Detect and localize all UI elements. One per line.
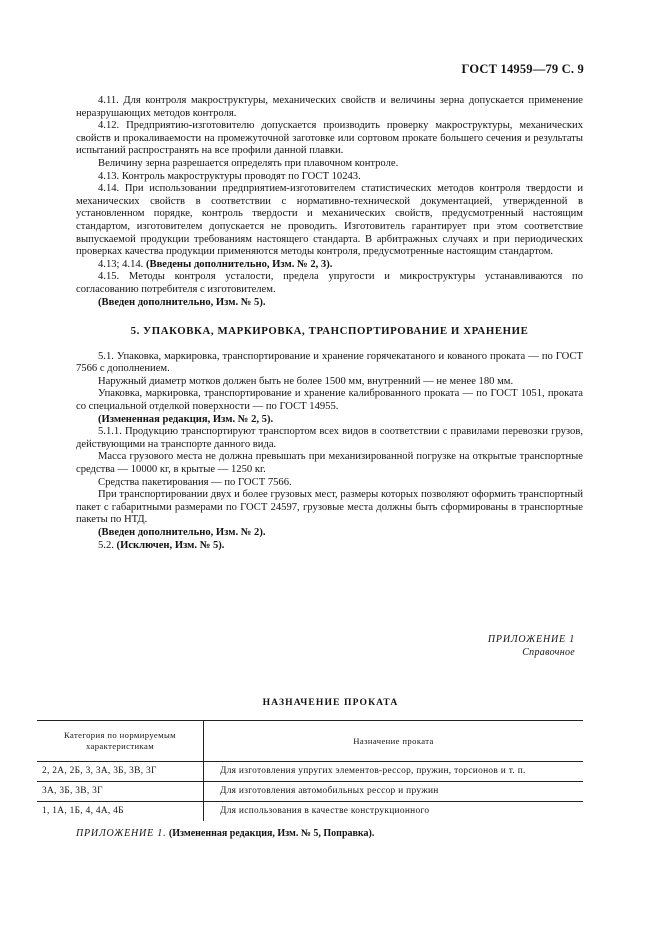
paragraph-4-13-4-14-note xyxy=(76,259,583,272)
paragraph-4-15: 4.15. Методы контроля усталости, предела упругости и микроструктуры устанавливаются по согласованию потребителя с изготовителем. xyxy=(76,271,583,295)
paragraph-coil-diameter: Наружный диаметр мотков должен быть не более 1500 мм, внутренний — не менее 180 мм. xyxy=(98,375,514,387)
table-cell-category: 3А, 3Б, 3В, 3Г xyxy=(37,782,204,802)
column-header-category: Категория по нормируемым характеристикам xyxy=(37,721,204,762)
section-5-title: 5. УПАКОВКА, МАРКИРОВКА, ТРАНСПОРТИРОВАНИЕ И ХРАНЕНИЕ xyxy=(130,325,529,338)
paragraph-4-13: 4.13. Контроль макроструктуры проводят по ГОСТ 10243. xyxy=(98,170,361,182)
purpose-table xyxy=(37,720,583,821)
paragraph-4-11: 4.11. Для контроля макроструктуры, механических свойств и величины зерна допускается применение неразрушающих методов контроля. xyxy=(76,95,583,119)
table-cell-purpose: Для изготовления упругих элементов-рессор, пружин, торсионов и т. п. xyxy=(204,762,584,782)
clause-ref: 5.2. xyxy=(98,539,114,551)
table-cell-category: 2, 2А, 2Б, 3, 3А, 3Б, 3В, 3Г xyxy=(37,762,204,782)
paragraph-packaging-means: Средства пакетирования — по ГОСТ 7566. xyxy=(98,476,292,488)
paragraph-4-14: 4.14. При использовании предприятием-изготовителем статистических методов контроля твердости и механических свойств в соответствии с нормативно-технической документацией, утвержденной в установленном порядке, контроль твердости и механических свойств, предусмотренный настоящим стандартом, изготовителем допускается не проводить. Изготовитель гарантирует при этом соответствие выпускаемой продукции требованиям настоящего стандарта. В арбитражных случаях и при периодических проверках качества продукции применяются методы контроля, предусмотренные настоящим стандартом. xyxy=(76,183,583,258)
column-header-purpose: Назначение проката xyxy=(204,721,584,762)
table-header-row xyxy=(37,721,583,762)
clause-ref: 4.13; 4.14. xyxy=(98,258,144,270)
appendix-label-block xyxy=(488,633,575,659)
amendment-note-5-1: (Измененная редакция, Изм. № 2, 5). xyxy=(98,413,274,425)
footnote-label: ПРИЛОЖЕНИЕ 1. xyxy=(76,828,167,839)
amendment-note-5-1-1: (Введен дополнительно, Изм. № 2). xyxy=(98,527,266,538)
main-content xyxy=(76,95,583,552)
paragraph-4-12: 4.12. Предприятию-изготовителю допускается производить проверку макроструктуры, механических свойств и прокаливаемости на промежуточной заготовке или сортовом прокате большего сечения и результаты испытаний распространять на все профили данной плавки. xyxy=(76,120,583,157)
paragraph-transport-packages: При транспортировании двух и более грузовых мест, размеры которых позволяют оформить транспортный пакет с габаритными размерами по ГОСТ 24597, грузовые места должны быть сформированы в транспортные пакеты по НТД. xyxy=(76,489,583,526)
paragraph-calibrated-packing: Упаковка, маркировка, транспортирование и хранение калиброванного проката — по ГОСТ 1051, проката со специальной отделкой поверхности — по ГОСТ 14955. xyxy=(76,388,583,413)
paragraph-5-1: 5.1. Упаковка, маркировка, транспортирование и хранение горячекатаного и кованого проката — по ГОСТ 7566 с дополнением. xyxy=(76,350,583,375)
paragraph-grain-size: Величину зерна разрешается определять при плавочном контроле. xyxy=(98,157,399,169)
table-cell-purpose: Для изготовления автомобильных рессор и пружин xyxy=(204,782,584,802)
amendment-note: (Введены дополнительно, Изм. № 2, 3). xyxy=(145,258,333,270)
table-row xyxy=(37,782,583,802)
footnote-note: (Измененная редакция, Изм. № 5, Поправка). xyxy=(168,828,375,839)
amendment-note-4-15: (Введен дополнительно, Изм. № 5). xyxy=(98,296,266,308)
table-cell-category: 1, 1А, 1Б, 4, 4А, 4Б xyxy=(37,802,204,822)
page-header: ГОСТ 14959—79 С. 9 xyxy=(461,62,584,76)
appendix-footnote xyxy=(76,828,374,839)
paragraph-5-2 xyxy=(76,540,583,553)
paragraph-5-1-1: 5.1.1. Продукцию транспортируют транспортом всех видов в соответствии с правилами перевозки грузов, действующими на транспорте данного вида. xyxy=(76,426,583,450)
paragraph-cargo-mass: Масса грузового места не должна превышать при механизированной погрузке на открытые транспортные средства — 10000 кг, в крытые — 1250 кг. xyxy=(76,451,583,476)
appendix-type: Справочное xyxy=(522,647,575,658)
table-row xyxy=(37,802,583,822)
amendment-note: (Исключен, Изм. № 5). xyxy=(116,539,225,551)
table-title: НАЗНАЧЕНИЕ ПРОКАТА xyxy=(262,697,399,708)
table-cell-purpose: Для использования в качестве конструкционного xyxy=(220,806,430,816)
table-row xyxy=(37,762,583,782)
appendix-label: ПРИЛОЖЕНИЕ 1 xyxy=(487,634,575,645)
